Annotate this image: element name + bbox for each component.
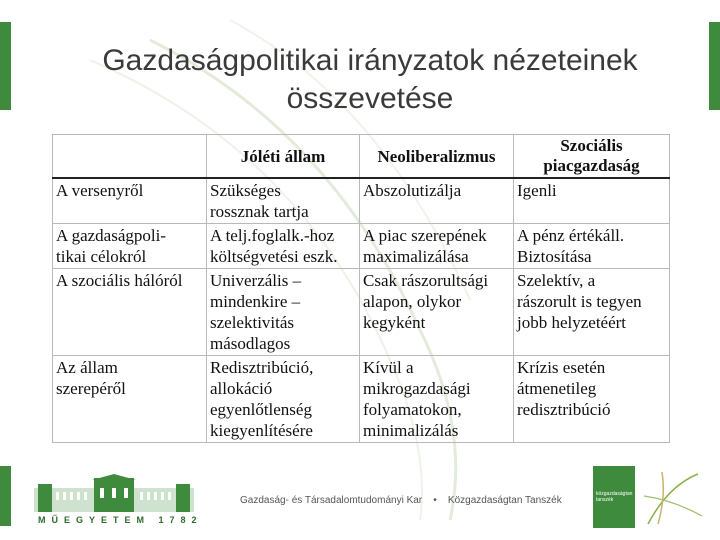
faculty-name: Gazdaság- és Társadalomtudományi Kar (240, 495, 423, 506)
header-empty (53, 135, 207, 179)
table-row (53, 178, 670, 224)
row-label: Az állam szerepéről (53, 356, 207, 443)
leaf-icon (638, 466, 708, 528)
right-accent-bar (709, 22, 720, 110)
header-neoliberalizmus: Neoliberalizmus (360, 135, 514, 179)
left-accent-bar (0, 22, 11, 110)
row-label: A versenyről (53, 178, 207, 224)
table-cell: Csak rászorultsági alapon, olykor kegyként (360, 269, 514, 356)
table-row (53, 224, 670, 269)
header-szocialis-piacgazdasag: Szociális piacgazdaság (514, 135, 670, 179)
table-cell: Igenli (514, 178, 670, 224)
department-badge (593, 466, 635, 528)
row-label: A gazdaságpoli- tikai célokról (53, 224, 207, 269)
header-joleti-allam: Jóléti állam (207, 135, 360, 179)
table-header-row (53, 135, 670, 179)
table-cell: Szelektív, a rászorult is tegyen jobb helyzetéért (514, 269, 670, 356)
row-label: A szociális hálóról (53, 269, 207, 356)
comparison-table (52, 134, 670, 443)
footer-separator: • (433, 495, 437, 506)
table-cell: Redisztribúció, allokáció egyenlőtlenség kiegyenlítésére (207, 356, 360, 443)
table-cell: Kívül a mikrogazdasági folyamatokon, minimalizálás (360, 356, 514, 443)
table-row (53, 269, 670, 356)
department-badge-text: közgazdaságtan tanszék (596, 491, 633, 503)
slide-title: Gazdaságpolitikai irányzatok nézeteinek összevetése (102, 44, 638, 115)
university-building-logo (34, 474, 194, 514)
table-cell: A telj.foglalk.-hoz költségvetési eszk. (207, 224, 360, 269)
table-cell: Abszolutizálja (360, 178, 514, 224)
table-cell: Univerzális – mindenkire – szelektivitás másodlagos (207, 269, 360, 356)
university-caption: MŰEGYETEM 1782 (38, 515, 203, 525)
footer-faculty-department (240, 495, 562, 506)
table-cell: A piac szerepének maximalizálása (360, 224, 514, 269)
table-cell: Szükséges rossznak tartja (207, 178, 360, 224)
department-name: Közgazdaságtan Tanszék (447, 495, 562, 506)
table-cell: Krízis esetén átmenetileg redisztribúció (514, 356, 670, 443)
table-row (53, 356, 670, 443)
left-footer-bar (0, 466, 11, 526)
table-cell: A pénz értékáll. Biztosítása (514, 224, 670, 269)
